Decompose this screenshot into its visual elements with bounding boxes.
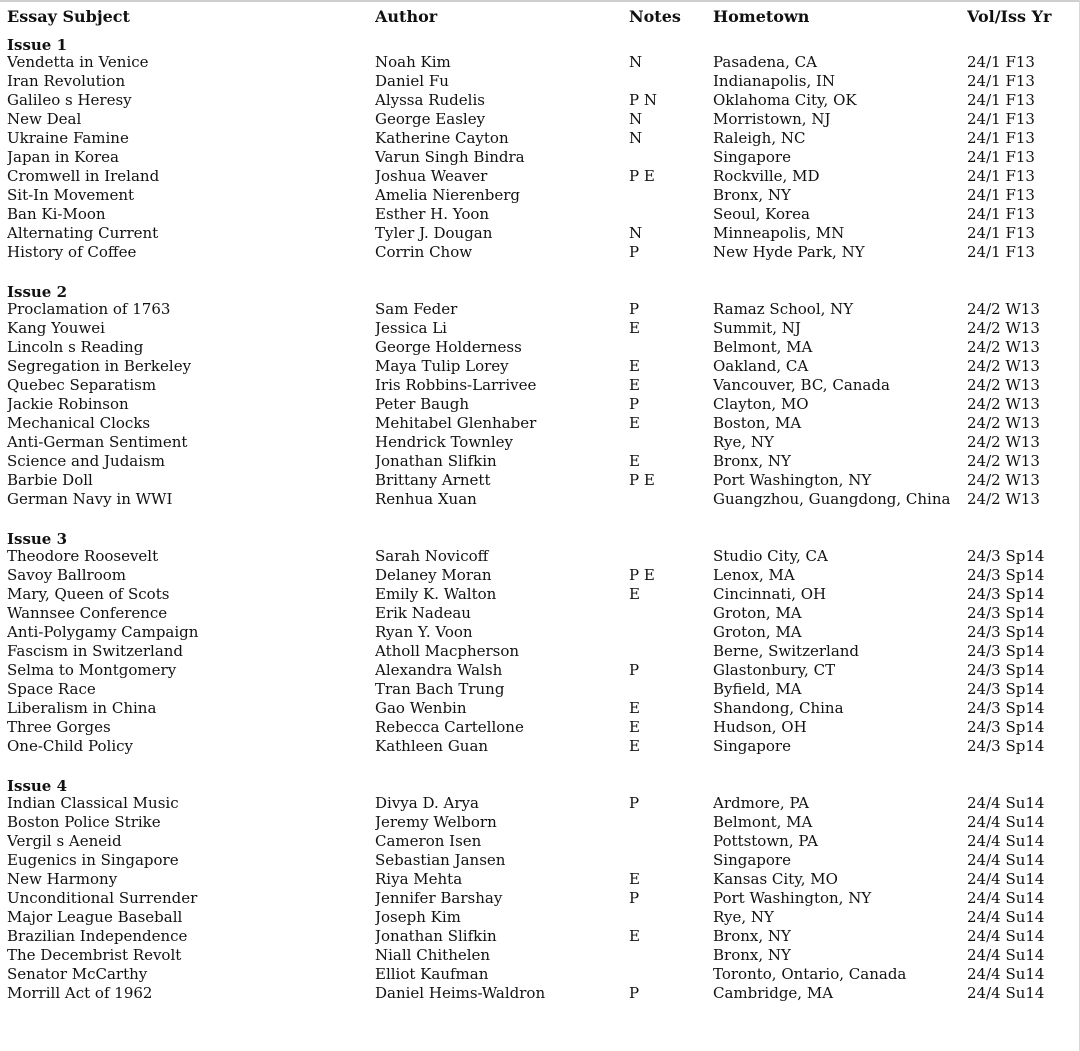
author-cell: Divya D. Arya <box>375 794 479 812</box>
table-row <box>7 984 1073 1003</box>
hometown-cell: Bronx, NY <box>713 946 791 964</box>
table-row <box>7 585 1073 604</box>
vol-iss-yr-cell: 24/4 Su14 <box>967 794 1045 812</box>
essay-subject-cell: Unconditional Surrender <box>7 889 198 907</box>
hometown-cell: Berne, Switzerland <box>713 642 860 660</box>
notes-cell: E <box>629 452 640 470</box>
table-row <box>7 110 1073 129</box>
hometown-cell: Guangzhou, Guangdong, China <box>713 490 951 508</box>
author-cell: Peter Baugh <box>375 395 470 413</box>
vol-iss-yr-cell: 24/2 W13 <box>967 300 1040 318</box>
author-cell: Katherine Cayton <box>375 129 509 147</box>
vol-iss-yr-cell: 24/1 F13 <box>967 205 1035 223</box>
essay-subject-cell: Fascism in Switzerland <box>7 642 184 660</box>
essay-subject-cell: Kang Youwei <box>7 319 105 337</box>
author-cell: Erik Nadeau <box>375 604 471 622</box>
table-row <box>7 319 1073 338</box>
hometown-cell: Kansas City, MO <box>713 870 838 888</box>
notes-cell: P <box>629 794 640 812</box>
notes-cell: P E <box>629 471 655 489</box>
notes-cell: E <box>629 376 640 394</box>
author-cell: Gao Wenbin <box>375 699 467 717</box>
notes-cell: N <box>629 129 643 147</box>
hometown-cell: Cambridge, MA <box>713 984 834 1002</box>
essay-subject-cell: Mary, Queen of Scots <box>7 585 170 603</box>
table-row <box>7 718 1073 737</box>
table-row <box>7 129 1073 148</box>
notes-cell: P <box>629 889 640 907</box>
notes-cell: E <box>629 585 640 603</box>
essay-subject-cell: Barbie Doll <box>7 471 93 489</box>
vol-iss-yr-cell: 24/3 Sp14 <box>967 699 1045 717</box>
author-cell: Kathleen Guan <box>375 737 489 755</box>
vol-iss-yr-cell: 24/4 Su14 <box>967 851 1045 869</box>
vol-iss-yr-cell: 24/4 Su14 <box>967 908 1045 926</box>
author-cell: Corrin Chow <box>375 243 473 261</box>
author-cell: Maya Tulip Lorey <box>375 357 509 375</box>
author-cell: Joseph Kim <box>375 908 461 926</box>
notes-cell: E <box>629 699 640 717</box>
author-cell: Amelia Nierenberg <box>375 186 520 204</box>
author-cell: Jeremy Welborn <box>375 813 497 831</box>
hometown-cell: Cincinnati, OH <box>713 585 827 603</box>
table-row <box>7 889 1073 908</box>
vol-iss-yr-cell: 24/4 Su14 <box>967 889 1045 907</box>
notes-cell: P <box>629 243 640 261</box>
table-row <box>7 813 1073 832</box>
essay-index-table <box>7 6 1073 1003</box>
vol-iss-yr-cell: 24/1 F13 <box>967 129 1035 147</box>
essay-subject-cell: Jackie Robinson <box>7 395 129 413</box>
hometown-cell: Morristown, NJ <box>713 110 831 128</box>
column-header-author: Author <box>375 7 438 26</box>
essay-subject-cell: Space Race <box>7 680 96 698</box>
notes-cell: E <box>629 737 640 755</box>
essay-subject-cell: Iran Revolution <box>7 72 126 90</box>
table-row <box>7 300 1073 319</box>
author-cell: Riya Mehta <box>375 870 463 888</box>
table-row <box>7 376 1073 395</box>
vol-iss-yr-cell: 24/3 Sp14 <box>967 680 1045 698</box>
notes-cell: E <box>629 357 640 375</box>
hometown-cell: Groton, MA <box>713 623 802 641</box>
table-row <box>7 72 1073 91</box>
essay-subject-cell: Wannsee Conference <box>7 604 168 622</box>
essay-subject-cell: Liberalism in China <box>7 699 157 717</box>
hometown-cell: Glastonbury, CT <box>713 661 836 679</box>
vol-iss-yr-cell: 24/3 Sp14 <box>967 642 1045 660</box>
table-row <box>7 851 1073 870</box>
vol-iss-yr-cell: 24/1 F13 <box>967 91 1035 109</box>
notes-cell: E <box>629 927 640 945</box>
author-cell: Jonathan Slifkin <box>375 452 497 470</box>
vol-iss-yr-cell: 24/2 W13 <box>967 471 1040 489</box>
table-row <box>7 395 1073 414</box>
vol-iss-yr-cell: 24/1 F13 <box>967 224 1035 242</box>
author-cell: Ryan Y. Voon <box>375 623 473 641</box>
essay-subject-cell: Quebec Separatism <box>7 376 157 394</box>
table-row <box>7 927 1073 946</box>
essay-subject-cell: Mechanical Clocks <box>7 414 151 432</box>
vol-iss-yr-cell: 24/2 W13 <box>967 357 1040 375</box>
author-cell: Esther H. Yoon <box>375 205 490 223</box>
hometown-cell: Port Washington, NY <box>713 889 872 907</box>
hometown-cell: Pottstown, PA <box>713 832 818 850</box>
essay-subject-cell: Alternating Current <box>7 224 159 242</box>
hometown-cell: Indianapolis, IN <box>713 72 836 90</box>
hometown-cell: Summit, NJ <box>713 319 801 337</box>
column-header-essay-subject: Essay Subject <box>7 7 130 26</box>
vol-iss-yr-cell: 24/1 F13 <box>967 243 1035 261</box>
top-border <box>0 0 1080 2</box>
author-cell: Varun Singh Bindra <box>375 148 525 166</box>
essay-subject-cell: Lincoln s Reading <box>7 338 144 356</box>
section-spacer <box>7 509 1073 528</box>
vol-iss-yr-cell: 24/4 Su14 <box>967 870 1045 888</box>
vol-iss-yr-cell: 24/3 Sp14 <box>967 661 1045 679</box>
notes-cell: P <box>629 984 640 1002</box>
vol-iss-yr-cell: 24/4 Su14 <box>967 946 1045 964</box>
table-row <box>7 566 1073 585</box>
author-cell: Mehitabel Glenhaber <box>375 414 537 432</box>
section-spacer <box>7 262 1073 281</box>
hometown-cell: Boston, MA <box>713 414 802 432</box>
table-row <box>7 490 1073 509</box>
issue-label: Issue 2 <box>7 283 68 301</box>
vol-iss-yr-cell: 24/3 Sp14 <box>967 547 1045 565</box>
essay-subject-cell: Indian Classical Music <box>7 794 179 812</box>
essay-subject-cell: Cromwell in Ireland <box>7 167 160 185</box>
hometown-cell: Minneapolis, MN <box>713 224 845 242</box>
vol-iss-yr-cell: 24/4 Su14 <box>967 984 1045 1002</box>
hometown-cell: Raleigh, NC <box>713 129 806 147</box>
hometown-cell: Clayton, MO <box>713 395 809 413</box>
issue-heading <box>7 34 1073 53</box>
hometown-cell: Oakland, CA <box>713 357 809 375</box>
table-header-row <box>7 6 1073 34</box>
notes-cell: P N <box>629 91 657 109</box>
essay-subject-cell: Vendetta in Venice <box>7 53 149 71</box>
vol-iss-yr-cell: 24/4 Su14 <box>967 832 1045 850</box>
issue-label: Issue 3 <box>7 530 68 548</box>
notes-cell: N <box>629 53 643 71</box>
author-cell: Delaney Moran <box>375 566 492 584</box>
table-row <box>7 243 1073 262</box>
vol-iss-yr-cell: 24/2 W13 <box>967 319 1040 337</box>
hometown-cell: Vancouver, BC, Canada <box>713 376 890 394</box>
table-row <box>7 870 1073 889</box>
notes-cell: P <box>629 300 640 318</box>
author-cell: Atholl Macpherson <box>375 642 520 660</box>
author-cell: Alyssa Rudelis <box>375 91 485 109</box>
table-row <box>7 452 1073 471</box>
hometown-cell: Ardmore, PA <box>713 794 809 812</box>
hometown-cell: Singapore <box>713 737 791 755</box>
hometown-cell: Port Washington, NY <box>713 471 872 489</box>
essay-subject-cell: Eugenics in Singapore <box>7 851 179 869</box>
table-row <box>7 623 1073 642</box>
table-row <box>7 148 1073 167</box>
table-row <box>7 338 1073 357</box>
hometown-cell: Studio City, CA <box>713 547 828 565</box>
author-cell: Alexandra Walsh <box>375 661 503 679</box>
vol-iss-yr-cell: 24/2 W13 <box>967 452 1040 470</box>
hometown-cell: Rye, NY <box>713 908 774 926</box>
author-cell: Renhua Xuan <box>375 490 477 508</box>
vol-iss-yr-cell: 24/3 Sp14 <box>967 718 1045 736</box>
vol-iss-yr-cell: 24/2 W13 <box>967 433 1040 451</box>
essay-subject-cell: Galileo s Heresy <box>7 91 132 109</box>
vol-iss-yr-cell: 24/4 Su14 <box>967 927 1045 945</box>
essay-subject-cell: Sit-In Movement <box>7 186 135 204</box>
essay-subject-cell: The Decembrist Revolt <box>7 946 182 964</box>
hometown-cell: Rockville, MD <box>713 167 820 185</box>
hometown-cell: Bronx, NY <box>713 452 791 470</box>
essay-subject-cell: Proclamation of 1763 <box>7 300 171 318</box>
table-row <box>7 53 1073 72</box>
essay-subject-cell: Senator McCarthy <box>7 965 148 983</box>
vol-iss-yr-cell: 24/1 F13 <box>967 53 1035 71</box>
essay-subject-cell: Japan in Korea <box>7 148 119 166</box>
notes-cell: E <box>629 319 640 337</box>
notes-cell: E <box>629 718 640 736</box>
vol-iss-yr-cell: 24/4 Su14 <box>967 813 1045 831</box>
table-row <box>7 965 1073 984</box>
hometown-cell: Hudson, OH <box>713 718 807 736</box>
essay-subject-cell: Vergil s Aeneid <box>7 832 122 850</box>
notes-cell: E <box>629 870 640 888</box>
author-cell: Sam Feder <box>375 300 458 318</box>
essay-subject-cell: Selma to Montgomery <box>7 661 177 679</box>
essay-subject-cell: Morrill Act of 1962 <box>7 984 153 1002</box>
author-cell: Daniel Fu <box>375 72 449 90</box>
hometown-cell: Singapore <box>713 851 791 869</box>
notes-cell: N <box>629 224 643 242</box>
hometown-cell: Belmont, MA <box>713 813 813 831</box>
notes-cell: P E <box>629 566 655 584</box>
table-row <box>7 433 1073 452</box>
essay-subject-cell: Ukraine Famine <box>7 129 129 147</box>
hometown-cell: Ramaz School, NY <box>713 300 854 318</box>
vol-iss-yr-cell: 24/1 F13 <box>967 148 1035 166</box>
essay-subject-cell: Theodore Roosevelt <box>7 547 159 565</box>
hometown-cell: New Hyde Park, NY <box>713 243 865 261</box>
notes-cell: P <box>629 395 640 413</box>
author-cell: George Easley <box>375 110 486 128</box>
vol-iss-yr-cell: 24/2 W13 <box>967 338 1040 356</box>
author-cell: Tyler J. Dougan <box>375 224 493 242</box>
column-header-notes: Notes <box>629 7 681 26</box>
vol-iss-yr-cell: 24/1 F13 <box>967 110 1035 128</box>
author-cell: Joshua Weaver <box>375 167 488 185</box>
essay-subject-cell: Anti-Polygamy Campaign <box>7 623 199 641</box>
hometown-cell: Shandong, China <box>713 699 844 717</box>
table-row <box>7 414 1073 433</box>
vol-iss-yr-cell: 24/2 W13 <box>967 376 1040 394</box>
hometown-cell: Byfield, MA <box>713 680 802 698</box>
table-row <box>7 604 1073 623</box>
vol-iss-yr-cell: 24/4 Su14 <box>967 965 1045 983</box>
hometown-cell: Seoul, Korea <box>713 205 811 223</box>
table-row <box>7 357 1073 376</box>
essay-subject-cell: Three Gorges <box>7 718 111 736</box>
vol-iss-yr-cell: 24/2 W13 <box>967 414 1040 432</box>
essay-subject-cell: Brazilian Independence <box>7 927 188 945</box>
table-row <box>7 737 1073 756</box>
essay-subject-cell: History of Coffee <box>7 243 137 261</box>
issue-heading <box>7 775 1073 794</box>
author-cell: Jennifer Barshay <box>375 889 503 907</box>
author-cell: Hendrick Townley <box>375 433 513 451</box>
essay-subject-cell: Anti-German Sentiment <box>7 433 188 451</box>
hometown-cell: Rye, NY <box>713 433 774 451</box>
hometown-cell: Lenox, MA <box>713 566 795 584</box>
vol-iss-yr-cell: 24/1 F13 <box>967 72 1035 90</box>
essay-subject-cell: Boston Police Strike <box>7 813 161 831</box>
vol-iss-yr-cell: 24/1 F13 <box>967 167 1035 185</box>
table-row <box>7 661 1073 680</box>
essay-subject-cell: Science and Judaism <box>7 452 165 470</box>
hometown-cell: Belmont, MA <box>713 338 813 356</box>
hometown-cell: Toronto, Ontario, Canada <box>713 965 907 983</box>
table-row <box>7 832 1073 851</box>
author-cell: Emily K. Walton <box>375 585 497 603</box>
vol-iss-yr-cell: 24/3 Sp14 <box>967 585 1045 603</box>
table-row <box>7 471 1073 490</box>
hometown-cell: Singapore <box>713 148 791 166</box>
hometown-cell: Oklahoma City, OK <box>713 91 857 109</box>
essay-subject-cell: New Harmony <box>7 870 118 888</box>
column-header-hometown: Hometown <box>713 7 810 26</box>
author-cell: Cameron Isen <box>375 832 482 850</box>
issue-label: Issue 4 <box>7 777 68 795</box>
issue-heading <box>7 281 1073 300</box>
vol-iss-yr-cell: 24/3 Sp14 <box>967 623 1045 641</box>
essay-subject-cell: One-Child Policy <box>7 737 133 755</box>
author-cell: Brittany Arnett <box>375 471 491 489</box>
table-row <box>7 946 1073 965</box>
table-row <box>7 205 1073 224</box>
table-row <box>7 186 1073 205</box>
vol-iss-yr-cell: 24/2 W13 <box>967 490 1040 508</box>
column-header-vol-iss-yr: Vol/Iss Yr <box>967 7 1052 26</box>
table-row <box>7 547 1073 566</box>
vol-iss-yr-cell: 24/2 W13 <box>967 395 1040 413</box>
hometown-cell: Bronx, NY <box>713 927 791 945</box>
notes-cell: N <box>629 110 643 128</box>
table-row <box>7 794 1073 813</box>
author-cell: Sarah Novicoff <box>375 547 489 565</box>
author-cell: Elliot Kaufman <box>375 965 489 983</box>
notes-cell: P E <box>629 167 655 185</box>
essay-subject-cell: Ban Ki-Moon <box>7 205 106 223</box>
essay-subject-cell: New Deal <box>7 110 82 128</box>
issue-heading <box>7 528 1073 547</box>
table-row <box>7 680 1073 699</box>
hometown-cell: Pasadena, CA <box>713 53 817 71</box>
table-row <box>7 167 1073 186</box>
essay-subject-cell: Segregation in Berkeley <box>7 357 192 375</box>
vol-iss-yr-cell: 24/3 Sp14 <box>967 604 1045 622</box>
author-cell: Niall Chithelen <box>375 946 491 964</box>
notes-cell: P <box>629 661 640 679</box>
section-spacer <box>7 756 1073 775</box>
hometown-cell: Groton, MA <box>713 604 802 622</box>
author-cell: Jonathan Slifkin <box>375 927 497 945</box>
author-cell: Noah Kim <box>375 53 451 71</box>
author-cell: Rebecca Cartellone <box>375 718 524 736</box>
hometown-cell: Bronx, NY <box>713 186 791 204</box>
table-row <box>7 908 1073 927</box>
author-cell: Jessica Li <box>375 319 447 337</box>
notes-cell: E <box>629 414 640 432</box>
essay-subject-cell: Major League Baseball <box>7 908 183 926</box>
table-row <box>7 642 1073 661</box>
table-row <box>7 699 1073 718</box>
author-cell: George Holderness <box>375 338 522 356</box>
author-cell: Tran Bach Trung <box>375 680 505 698</box>
vol-iss-yr-cell: 24/3 Sp14 <box>967 737 1045 755</box>
author-cell: Iris Robbins-Larrivee <box>375 376 537 394</box>
author-cell: Daniel Heims-Waldron <box>375 984 546 1002</box>
table-row <box>7 91 1073 110</box>
essay-subject-cell: German Navy in WWI <box>7 490 173 508</box>
vol-iss-yr-cell: 24/1 F13 <box>967 186 1035 204</box>
essay-subject-cell: Savoy Ballroom <box>7 566 126 584</box>
issue-label: Issue 1 <box>7 36 68 54</box>
author-cell: Sebastian Jansen <box>375 851 506 869</box>
table-row <box>7 224 1073 243</box>
vol-iss-yr-cell: 24/3 Sp14 <box>967 566 1045 584</box>
